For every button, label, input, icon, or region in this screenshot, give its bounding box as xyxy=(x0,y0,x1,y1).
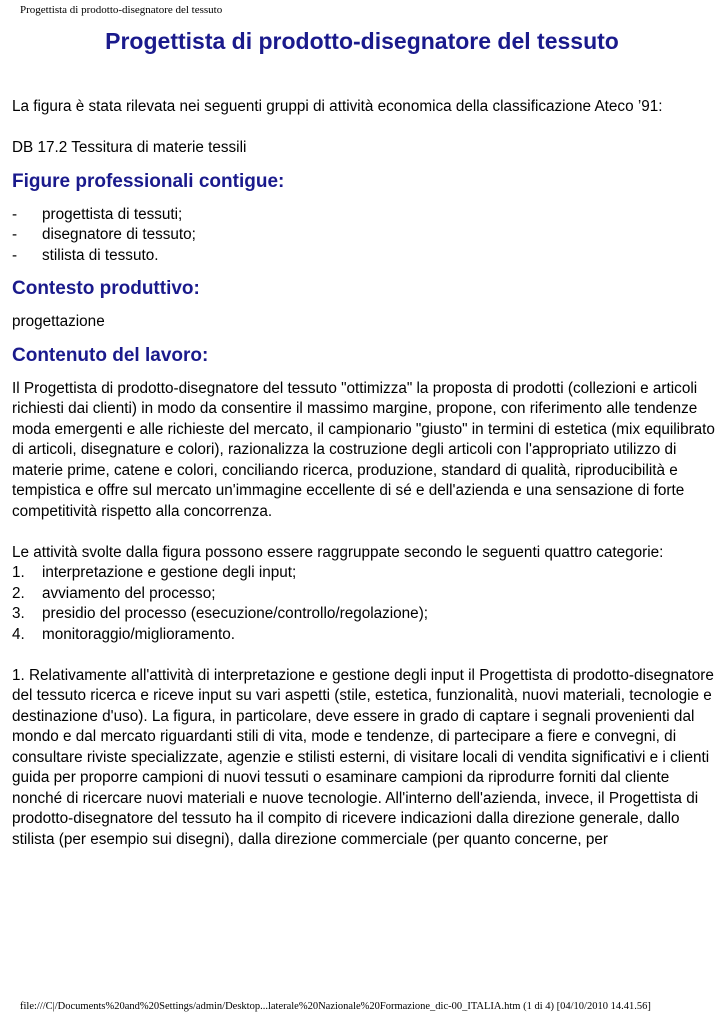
contenuto-paragraph-1: Il Progettista di prodotto-disegnatore del tessuto "ottimizza" la proposta di prodotti (collezioni e articoli richiesti dai clienti) in modo da consentire il massimo margine, propone, con riferimento alle tendenze moda emergenti e alle richieste del mercato, il campionario "giusto" in termini di estetica (mix equilibrato di articoli, disegnature e colori), razionalizza la costruzione degli articoli con l'appropriato utilizzo di materie prime, catene e colori, conciliando ricerca, produzione, standard di qualità, riproducibilità e tempistica e offre sul mercato un'immagine eccellente di sé e dell'azienda e una sensazione di forte competitività rispetto alla concorrenza. xyxy=(12,379,715,520)
list-item xyxy=(12,246,716,267)
list-item-text: monitoraggio/miglioramento. xyxy=(42,625,236,643)
list-number: 3. xyxy=(12,605,25,622)
intro-text: La figura è stata rilevata nei seguenti gruppi di attività economica della classificazione Ateco ’91: xyxy=(12,98,663,115)
list-item-text: presidio del processo (esecuzione/controllo/regolazione); xyxy=(42,605,429,622)
running-header: Progettista di prodotto-disegnatore del tessuto xyxy=(20,4,223,16)
list-item-text: disegnatore di tessuto; xyxy=(42,226,196,243)
contigue-list xyxy=(12,205,716,267)
list-item-text: stilista di tessuto. xyxy=(42,246,159,264)
page-title: Progettista di prodotto-disegnatore del tessuto xyxy=(105,28,619,54)
document-body xyxy=(12,97,716,850)
list-item xyxy=(12,604,716,625)
list-item-text: interpretazione e gestione degli input; xyxy=(42,564,297,581)
list-dash: - xyxy=(12,246,18,264)
contenuto-paragraph-2: Le attività svolte dalla figura possono essere raggruppate secondo le seguenti quattro categorie: xyxy=(12,543,664,561)
list-number: 4. xyxy=(12,625,25,643)
section-heading-contesto: Contesto produttivo: xyxy=(12,278,200,299)
list-item-text: progettista di tessuti; xyxy=(42,205,183,223)
contenuto-paragraph-3: 1. Relativamente all'attività di interpretazione e gestione degli input il Progettista di prodotto-disegnatore del tessuto ricerca e riceve input su vari aspetti (stile, estetica, funzionalità, nuovi materiali, tecnologie e destinazione d'uso). La figura, in particolare, deve essere in grado di captare i segnali provenienti dal mondo e dal mercato riguardanti stili di vita, mode e tendenze, di partecipare a fiere e convegni, di consultare riviste specializzate, agenzie e stilisti esterni, di visitare locali di vendita significativi e i clienti guida per proporre campioni di nuovi tessuti o esaminare campioni da riprodurre forniti dal cliente nonché di ricercare nuovi materiali e nuove tecnologie. All'interno dell'azienda, invece, il Progettista di prodotto-disegnatore del tessuto ha il compito di ricevere indicazioni dalla direzione generale, dallo stilista (per esempio sui disegni), dalla direzione commerciale (per quanto concerne, per xyxy=(12,666,714,848)
section-heading-figure-contigue: Figure professionali contigue: xyxy=(12,170,285,192)
list-item xyxy=(12,205,716,226)
list-item xyxy=(12,584,716,605)
list-number: 2. xyxy=(12,584,25,602)
contesto-text: progettazione xyxy=(12,313,105,330)
list-dash: - xyxy=(12,226,18,243)
categories-list xyxy=(12,563,716,645)
list-item xyxy=(12,563,716,584)
list-dash: - xyxy=(12,205,18,223)
list-item-text: avviamento del processo; xyxy=(42,584,216,602)
ateco-code: DB 17.2 Tessitura di materie tessili xyxy=(12,139,247,156)
list-item xyxy=(12,625,716,646)
running-footer: file:///C|/Documents%20and%20Settings/admin/Desktop...laterale%20Nazionale%20Formazione_dic-00_ITALIA.htm (1 di 4) [04/10/2010 14.41.56] xyxy=(20,1001,651,1012)
section-heading-contenuto: Contenuto del lavoro: xyxy=(12,344,209,366)
list-number: 1. xyxy=(12,564,25,581)
list-item xyxy=(12,225,716,246)
